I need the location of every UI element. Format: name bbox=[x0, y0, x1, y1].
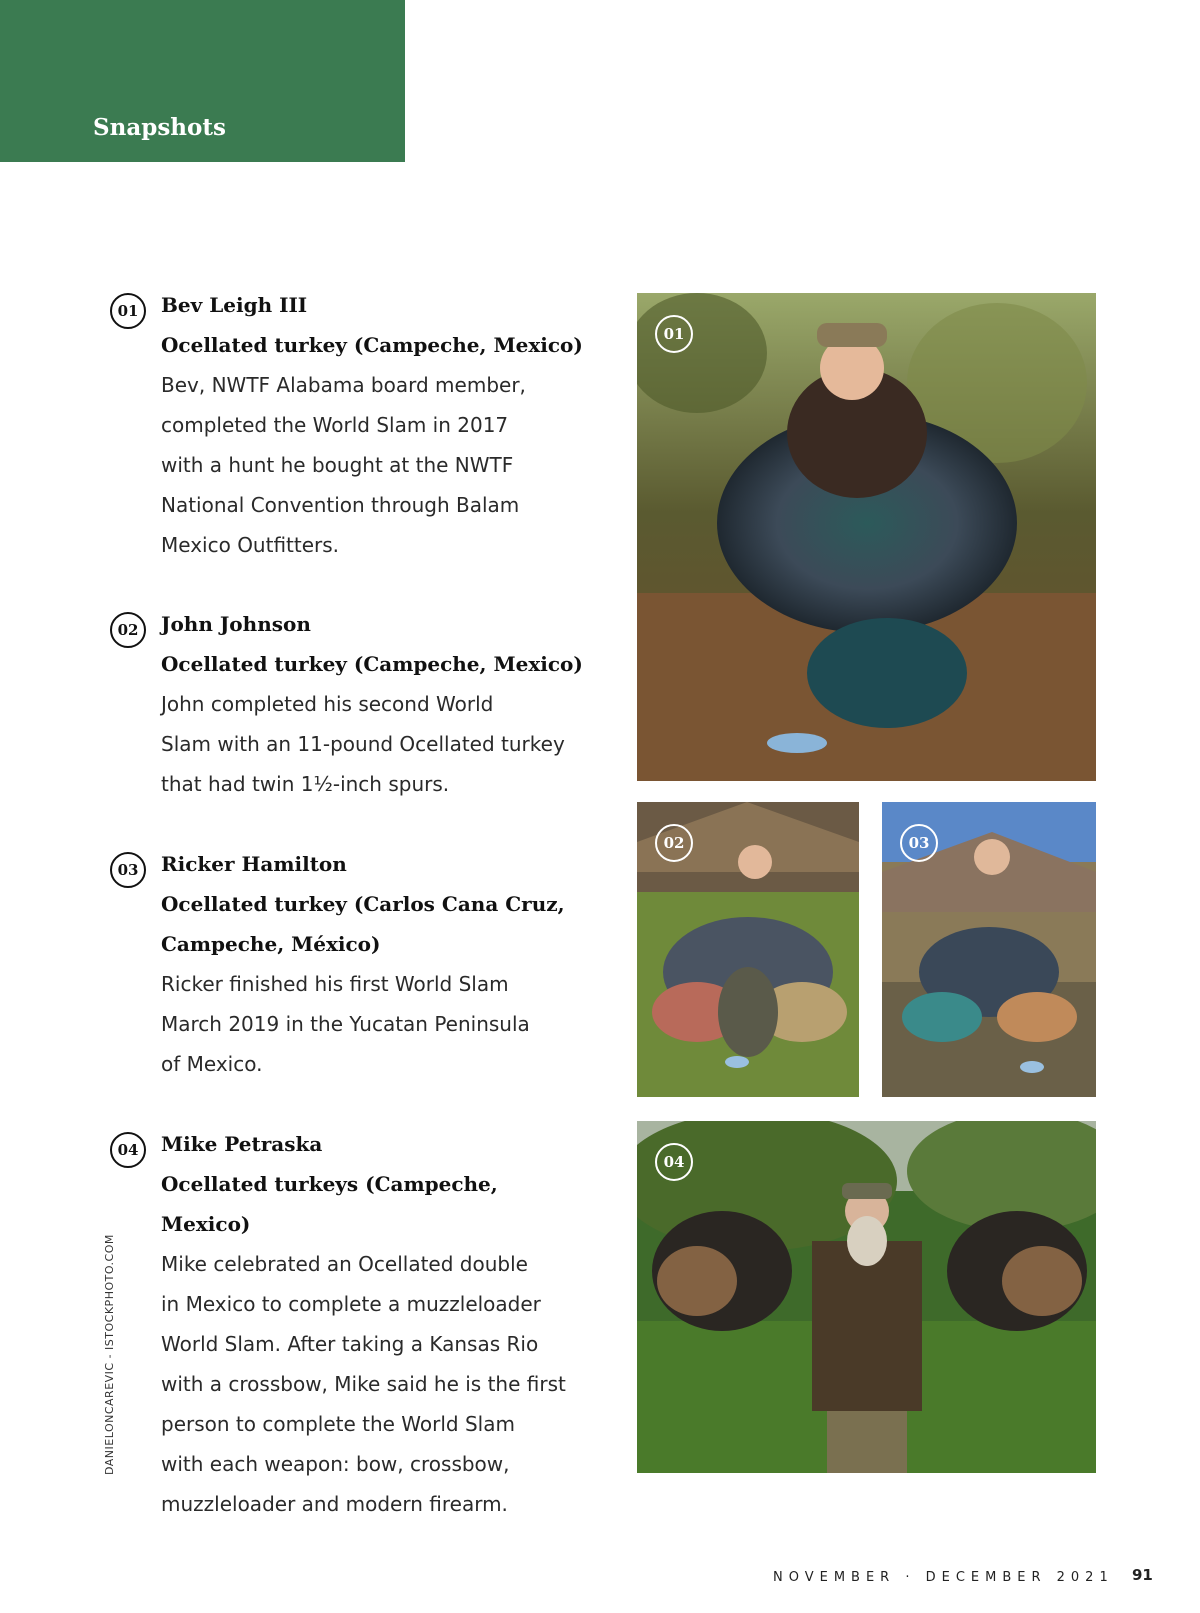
entry-number-badge: 04 bbox=[110, 1132, 146, 1168]
species-line: Ocellated turkey (Campeche, Mexico) bbox=[161, 652, 583, 676]
species-line: Ocellated turkey (Carlos Cana Cruz, bbox=[161, 892, 565, 916]
species-line: Ocellated turkey (Campeche, Mexico) bbox=[161, 333, 583, 357]
section-title: Snapshots bbox=[93, 114, 226, 141]
photo-03 bbox=[882, 802, 1096, 1097]
description-line: Mike celebrated an Ocellated double bbox=[161, 1252, 528, 1276]
description-line: with each weapon: bow, crossbow, bbox=[161, 1452, 510, 1476]
description-line: March 2019 in the Yucatan Peninsula bbox=[161, 1012, 530, 1036]
description-line: that had twin 1½-inch spurs. bbox=[161, 772, 450, 796]
entry-number-badge: 02 bbox=[110, 612, 146, 648]
species-line: Ocellated turkeys (Campeche, Mexico) bbox=[161, 1172, 498, 1236]
hunter-name: Mike Petraska bbox=[161, 1132, 323, 1156]
description-line: Slam with an 11-pound Ocellated turkey bbox=[161, 732, 565, 756]
entry-text bbox=[161, 844, 591, 1084]
photo-number-badge: 02 bbox=[655, 824, 693, 862]
description-line: muzzleloader and modern firearm. bbox=[161, 1492, 508, 1516]
species-line: Campeche, México) bbox=[161, 932, 381, 956]
photo-01 bbox=[637, 293, 1096, 781]
description-line: Bev, NWTF Alabama board member, bbox=[161, 373, 526, 397]
description-line: Ricker finished his first World Slam bbox=[161, 972, 509, 996]
entry-text bbox=[161, 604, 591, 804]
entry-text bbox=[161, 1124, 591, 1524]
description-line: completed the World Slam in 2017 bbox=[161, 413, 509, 437]
photo-04-image bbox=[637, 1121, 1096, 1473]
description-line: with a hunt he bought at the NWTF bbox=[161, 453, 514, 477]
photo-04 bbox=[637, 1121, 1096, 1473]
description-line: National Convention through Balam bbox=[161, 493, 520, 517]
photo-number-badge: 01 bbox=[655, 315, 693, 353]
page-number: 91 bbox=[1132, 1566, 1153, 1584]
entry-number-badge: 03 bbox=[110, 852, 146, 888]
photo-02 bbox=[637, 802, 859, 1097]
hunter-name: Ricker Hamilton bbox=[161, 852, 347, 876]
hunter-name: Bev Leigh III bbox=[161, 293, 308, 317]
description-line: John completed his second World bbox=[161, 692, 494, 716]
photo-credit: DANIELONCAREVIC - ISTOCKPHOTO.COM bbox=[103, 1234, 116, 1475]
description-line: in Mexico to complete a muzzleloader bbox=[161, 1292, 541, 1316]
description-line: with a crossbow, Mike said he is the first bbox=[161, 1372, 566, 1396]
entry-text bbox=[161, 285, 591, 565]
description-line: of Mexico. bbox=[161, 1052, 263, 1076]
photo-number-badge: 03 bbox=[900, 824, 938, 862]
description-line: World Slam. After taking a Kansas Rio bbox=[161, 1332, 539, 1356]
footer-date: NOVEMBER · DECEMBER 2021 bbox=[773, 1570, 1114, 1585]
photo-01-image bbox=[637, 293, 1096, 781]
description-line: Mexico Outfitters. bbox=[161, 533, 340, 557]
hunter-name: John Johnson bbox=[161, 612, 311, 636]
photo-number-badge: 04 bbox=[655, 1143, 693, 1181]
description-line: person to complete the World Slam bbox=[161, 1412, 515, 1436]
entry-number-badge: 01 bbox=[110, 293, 146, 329]
